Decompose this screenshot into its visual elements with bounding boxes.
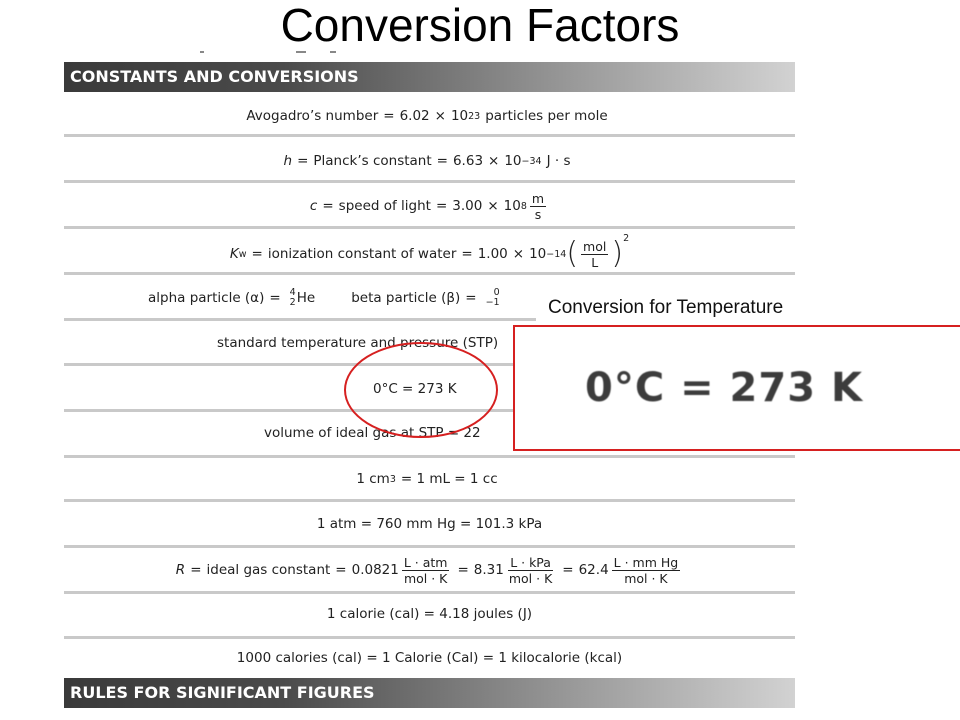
temperature-text: 0°C = 273 K — [373, 381, 457, 397]
avogadro-label: Avogadro’s number — [246, 108, 379, 124]
row-kilocalorie — [64, 641, 795, 675]
equals-sign: = — [461, 246, 473, 262]
equals-sign: = — [465, 290, 477, 306]
light-label: speed of light — [338, 198, 431, 214]
calorie-text: 1 calorie (cal) = 4.18 joules (J) — [326, 606, 533, 622]
equals-sign: = — [383, 108, 395, 124]
avogadro-base: 10 — [450, 108, 469, 124]
beta-label: beta particle (β) — [351, 290, 461, 306]
callout-zoom-box — [513, 325, 960, 451]
equals-sign: = — [251, 246, 263, 262]
row-divider — [64, 272, 795, 275]
r-value-2: 8.31 — [473, 562, 504, 578]
left-paren: ( — [566, 236, 579, 271]
pressure-text: 1 atm = 760 mm Hg = 101.3 kPa — [316, 516, 543, 532]
cm-exp: 3 — [389, 473, 396, 485]
r-unit-den-2: mol · K — [508, 570, 553, 586]
row-divider — [64, 226, 795, 229]
alpha-label: alpha particle (α) — [148, 290, 265, 306]
planck-exp: −34 — [521, 155, 542, 167]
kw-unit-power: 2 — [623, 233, 630, 244]
r-unit-num-1: L · atm — [403, 554, 448, 570]
avogadro-exp: 23 — [468, 110, 481, 122]
times-sign: × — [488, 153, 500, 169]
alpha-symbol: He — [296, 290, 316, 306]
equals-sign: = — [562, 562, 574, 578]
equals-sign: = — [436, 153, 448, 169]
planck-coef: 6.63 — [452, 153, 484, 169]
slide-title: Conversion Factors — [280, 0, 680, 51]
r-unit-fraction-1 — [402, 556, 450, 585]
light-exp: 8 — [520, 200, 527, 212]
times-sign: × — [434, 108, 446, 124]
callout-equation: 0°C = 273 K — [585, 365, 863, 411]
light-base: 10 — [503, 198, 521, 214]
r-value-1: 0.0821 — [351, 562, 399, 578]
row-calorie — [64, 597, 795, 631]
kw-unit-fraction — [581, 240, 608, 269]
beta-atomic-number: −1 — [485, 297, 500, 308]
cm-text: 1 cm — [356, 471, 390, 487]
planck-base: 10 — [504, 153, 522, 169]
callout-label: Conversion for Temperature — [536, 292, 872, 324]
beta-nuclide-numbers — [486, 288, 500, 308]
section-header-constants — [64, 62, 795, 92]
r-unit-den-3: mol · K — [624, 570, 668, 586]
light-symbol: c — [309, 198, 318, 214]
light-unit-fraction — [530, 192, 546, 221]
row-avogadro — [64, 100, 795, 132]
r-value-3: 62.4 — [578, 562, 609, 578]
light-unit-num: m — [531, 190, 545, 206]
section-header-label: RULES FOR SIGNIFICANT FIGURES — [70, 683, 375, 702]
times-sign: × — [512, 246, 525, 262]
planck-symbol: h — [283, 153, 293, 169]
kw-coef: 1.00 — [477, 246, 508, 262]
avogadro-unit: particles per mole — [485, 108, 608, 124]
section-header-label: CONSTANTS AND CONVERSIONS — [70, 67, 359, 86]
row-gas-constant — [64, 550, 795, 590]
r-symbol: R — [175, 562, 186, 578]
row-speed-of-light — [64, 187, 795, 225]
r-unit-num-3: L · mm Hg — [613, 554, 679, 570]
row-divider — [64, 545, 795, 548]
times-sign: × — [487, 198, 499, 214]
kw-label: ionization constant of water — [267, 246, 457, 262]
avogadro-coef: 6.02 — [399, 108, 430, 124]
r-unit-fraction-3 — [612, 556, 681, 585]
row-divider — [64, 455, 795, 458]
stp-text: standard temperature and pressure (STP) — [217, 335, 499, 351]
light-coef: 3.00 — [452, 198, 483, 214]
kw-symbol: K — [229, 246, 239, 262]
r-unit-den-1: mol · K — [403, 570, 448, 586]
kw-unit-num: mol — [583, 238, 607, 254]
r-unit-num-2: L · kPa — [510, 554, 551, 570]
kw-base: 10 — [529, 246, 547, 262]
row-divider — [64, 499, 795, 502]
kw-exp: −14 — [546, 248, 567, 260]
planck-unit: J · s — [546, 153, 571, 169]
planck-label: Planck’s constant — [313, 153, 432, 169]
equals-sign: = — [457, 562, 469, 578]
row-divider — [64, 180, 795, 183]
r-label: ideal gas constant — [206, 562, 331, 578]
kw-unit-den: L — [591, 254, 599, 270]
kilocalorie-text: 1000 calories (cal) = 1 Calorie (Cal) = 1 kilocalorie (kcal) — [236, 650, 623, 666]
kw-subscript: w — [238, 248, 247, 260]
equals-sign: = — [435, 198, 448, 214]
row-divider — [64, 134, 795, 137]
equals-sign: = — [322, 198, 334, 214]
alpha-nuclide-numbers — [290, 288, 296, 308]
equals-sign: = — [190, 562, 202, 578]
light-unit-den: s — [534, 206, 542, 222]
highlight-circle — [344, 342, 498, 438]
section-header-significant-figures — [64, 678, 795, 708]
row-water-ionization — [64, 233, 795, 275]
r-unit-fraction-2 — [507, 556, 554, 585]
row-volume-units — [64, 462, 795, 496]
alpha-mass-number: 4 — [289, 287, 296, 298]
row-divider — [64, 591, 795, 594]
beta-mass-number: 0 — [493, 287, 500, 298]
row-pressure — [64, 507, 795, 541]
row-divider — [64, 636, 795, 639]
ml-cc-text: = 1 mL = 1 cc — [400, 471, 498, 487]
equals-sign: = — [269, 290, 281, 306]
equals-sign: = — [297, 153, 309, 169]
alpha-atomic-number: 2 — [289, 297, 296, 308]
row-planck — [64, 145, 795, 177]
equals-sign: = — [335, 562, 347, 578]
cropped-text-fragment — [200, 50, 350, 54]
volume-text: volume of ideal gas at STP = 22 — [264, 425, 481, 441]
right-paren: ) — [611, 236, 624, 271]
